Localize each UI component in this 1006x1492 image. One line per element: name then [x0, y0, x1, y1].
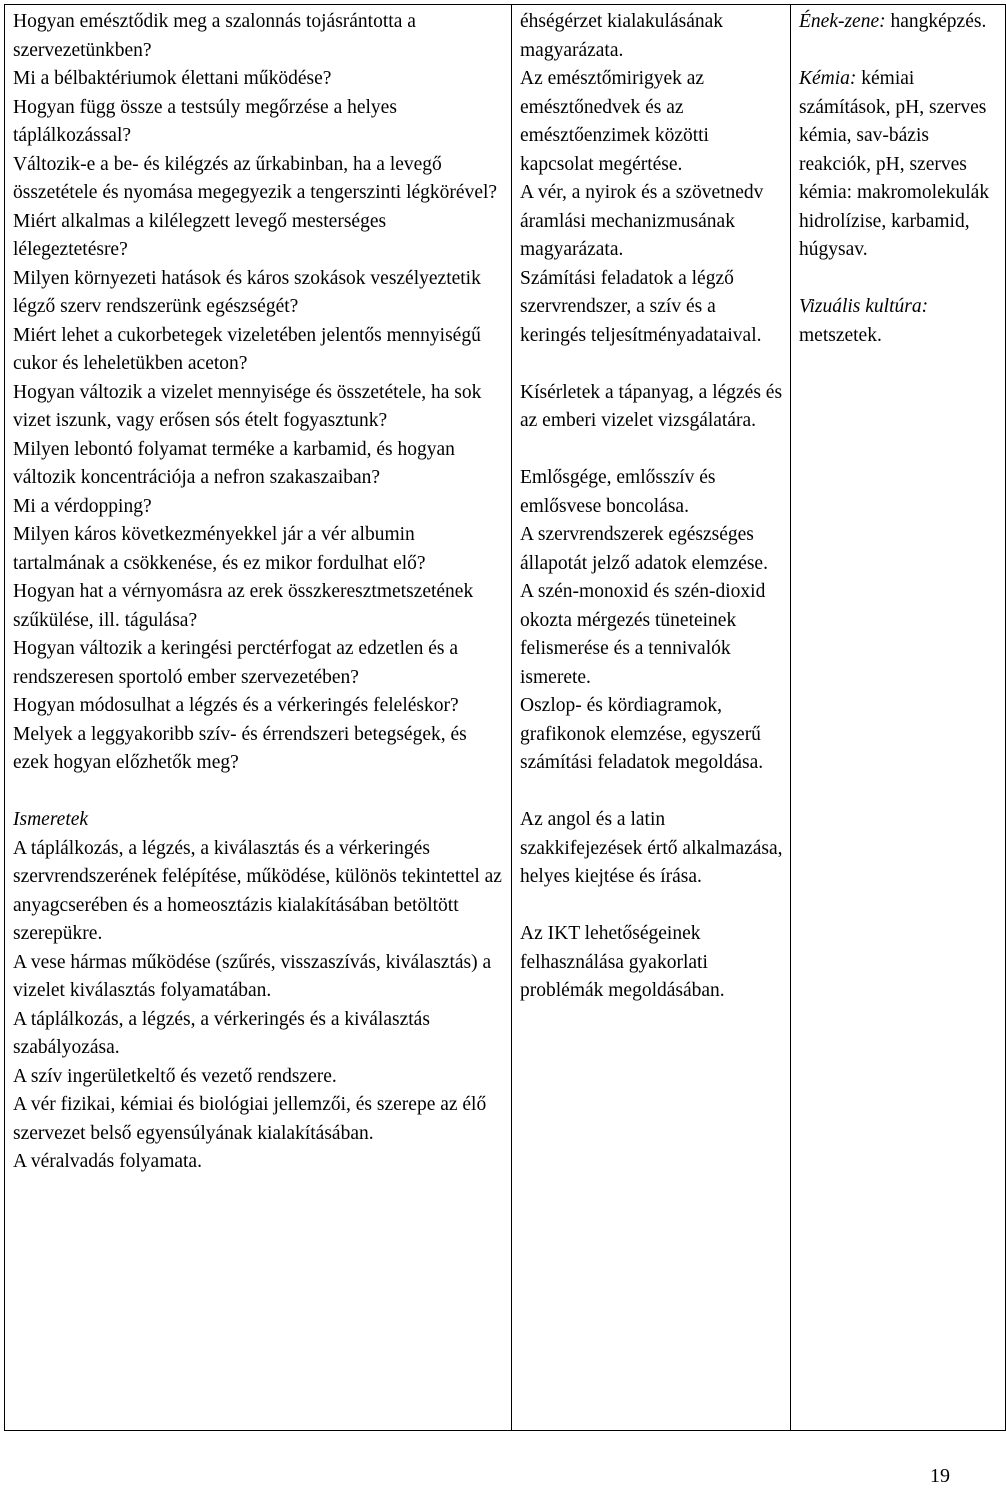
subject-link-kemia [799, 65, 998, 265]
subject-text: kémiai számítások, pH, szerves kémia, sav-bázis reakciók, pH, szerves kémia: makromolekulák hidrolízise, karbamid, húgysav. [799, 68, 990, 260]
activity-paragraph: Emlősgége, emlősszív és emlősvese boncolása. [520, 467, 716, 517]
activity-paragraph: Az IKT lehetőségeinek felhasználása gyakorlati problémák megoldásában. [520, 923, 725, 1001]
question-item: Milyen káros következményekkel jár a vér albumin tartalmának a csökkenése, és ez mikor fordulhat elő? [13, 524, 426, 574]
ismeretek-item: A vér fizikai, kémiai és biológiai jellemzői, és szerepe az élő szervezet belső egyensúlyának kialakításában. [13, 1094, 487, 1144]
question-item: Hogyan függ össze a testsúly megőrzése a helyes táplálkozással? [13, 96, 397, 146]
activity-paragraph: Az angol és a latin szakkifejezések értő alkalmazása, helyes kiejtése és írása. [520, 809, 783, 887]
activity-paragraph: Az emésztőmirigyek az emésztőnedvek és az emésztőenzimek közötti kapcsolat megértése. [520, 68, 709, 175]
subject-label: Ének-zene: [799, 11, 886, 32]
ismeretek-item: A vese hármas működése (szűrés, visszaszívás, kiválasztás) a vizelet kiválasztás folyamatában. [13, 951, 492, 1001]
question-item: Hogyan hat a vérnyomásra az erek összkeresztmetszetének szűkülése, ill. tágulása? [13, 581, 474, 631]
connections-column [791, 5, 1006, 1431]
question-item: Melyek a leggyakoribb szív- és érrendszeri betegségek, és ezek hogyan előzhetők meg? [13, 723, 467, 773]
question-item: Hogyan emésztődik meg a szalonnás tojásrántotta a szervezetünkben? [13, 11, 416, 61]
question-item: Miért lehet a cukorbetegek vizeletében jelentős mennyiségű cukor és leheletükben aceton? [13, 324, 481, 374]
ismeretek-item: A véralvadás folyamata. [13, 1151, 202, 1172]
subject-link-vizualis [799, 293, 998, 350]
question-item: Hogyan módosulhat a légzés és a vérkeringés feleléskor? [13, 695, 459, 716]
activity-paragraph: éhségérzet kialakulásának magyarázata. [520, 11, 724, 61]
ismeretek-heading: Ismeretek [13, 809, 89, 830]
activity-paragraph: Számítási feladatok a légző szervrendszer, a szív és a keringés teljesítményadataival. [520, 267, 762, 346]
questions-column [5, 5, 512, 1431]
ismeretek-item: A táplálkozás, a légzés, a vérkeringés és a kiválasztás szabályozása. [13, 1008, 430, 1058]
subject-text: metszetek. [799, 324, 882, 346]
table-row [5, 5, 1006, 1431]
subject-link-enek [799, 8, 998, 37]
question-item: Hogyan változik a vizelet mennyisége és összetétele, ha sok vizet iszunk, vagy erősen sós ételt fogyasztunk? [13, 381, 482, 431]
ismeretek-section [13, 806, 504, 1177]
activity-paragraph: A szén-monoxid és szén-dioxid okozta mérgezés tüneteinek felismerése és a tennivalók ismerete. [520, 581, 766, 688]
subject-label: Vizuális kultúra: [799, 296, 929, 317]
subject-label: Kémia: [799, 68, 857, 89]
subject-text: hangképzés. [890, 11, 987, 32]
activity-paragraph: A vér, a nyirok és a szövetnedv áramlási mechanizmusának magyarázata. [520, 182, 764, 260]
question-item: Milyen lebontó folyamat terméke a karbamid, és hogyan változik koncentrációja a nefron szakaszaiban? [13, 438, 455, 488]
activity-paragraph: Oszlop- és kördiagramok, grafikonok elemzése, egyszerű számítási feladatok megoldása. [520, 695, 764, 773]
question-item: Miért alkalmas a kilélegzett levegő mesterséges lélegeztetésre? [13, 210, 387, 260]
ismeretek-item: A táplálkozás, a légzés, a kiválasztás és a vérkeringés szervrendszerének felépítése, működése, különös tekintettel az anyagcserében és a homeosztázis kialakításában betöltött szerepükre. [13, 837, 502, 944]
activity-paragraph: A szervrendszerek egészséges állapotát jelző adatok elemzése. [520, 524, 768, 574]
activities-column [512, 5, 791, 1431]
question-item: Mi a vérdopping? [13, 495, 152, 517]
question-item: Hogyan változik a keringési perctérfogat az edzetlen és a rendszeresen sportoló ember szervezetében? [13, 638, 459, 688]
questions-list [13, 8, 504, 778]
activity-paragraph: Kísérletek a tápanyag, a légzés és az emberi vizelet vizsgálatára. [520, 381, 783, 431]
page-number: 19 [930, 1465, 950, 1487]
ismeretek-list [13, 835, 504, 1177]
question-item: Változik-e a be- és kilégzés az űrkabinban, ha a levegő összetétele és nyomása megegyezik a tengerszinti légkörével? [13, 153, 498, 203]
question-item: Milyen környezeti hatások és káros szokások veszélyeztetik légző szerv rendszerünk egészségét? [13, 267, 481, 317]
curriculum-table [4, 4, 1006, 1431]
ismeretek-item: A szív ingerületkeltő és vezető rendszere. [13, 1065, 337, 1087]
question-item: Mi a bélbaktériumok élettani működése? [13, 68, 332, 89]
